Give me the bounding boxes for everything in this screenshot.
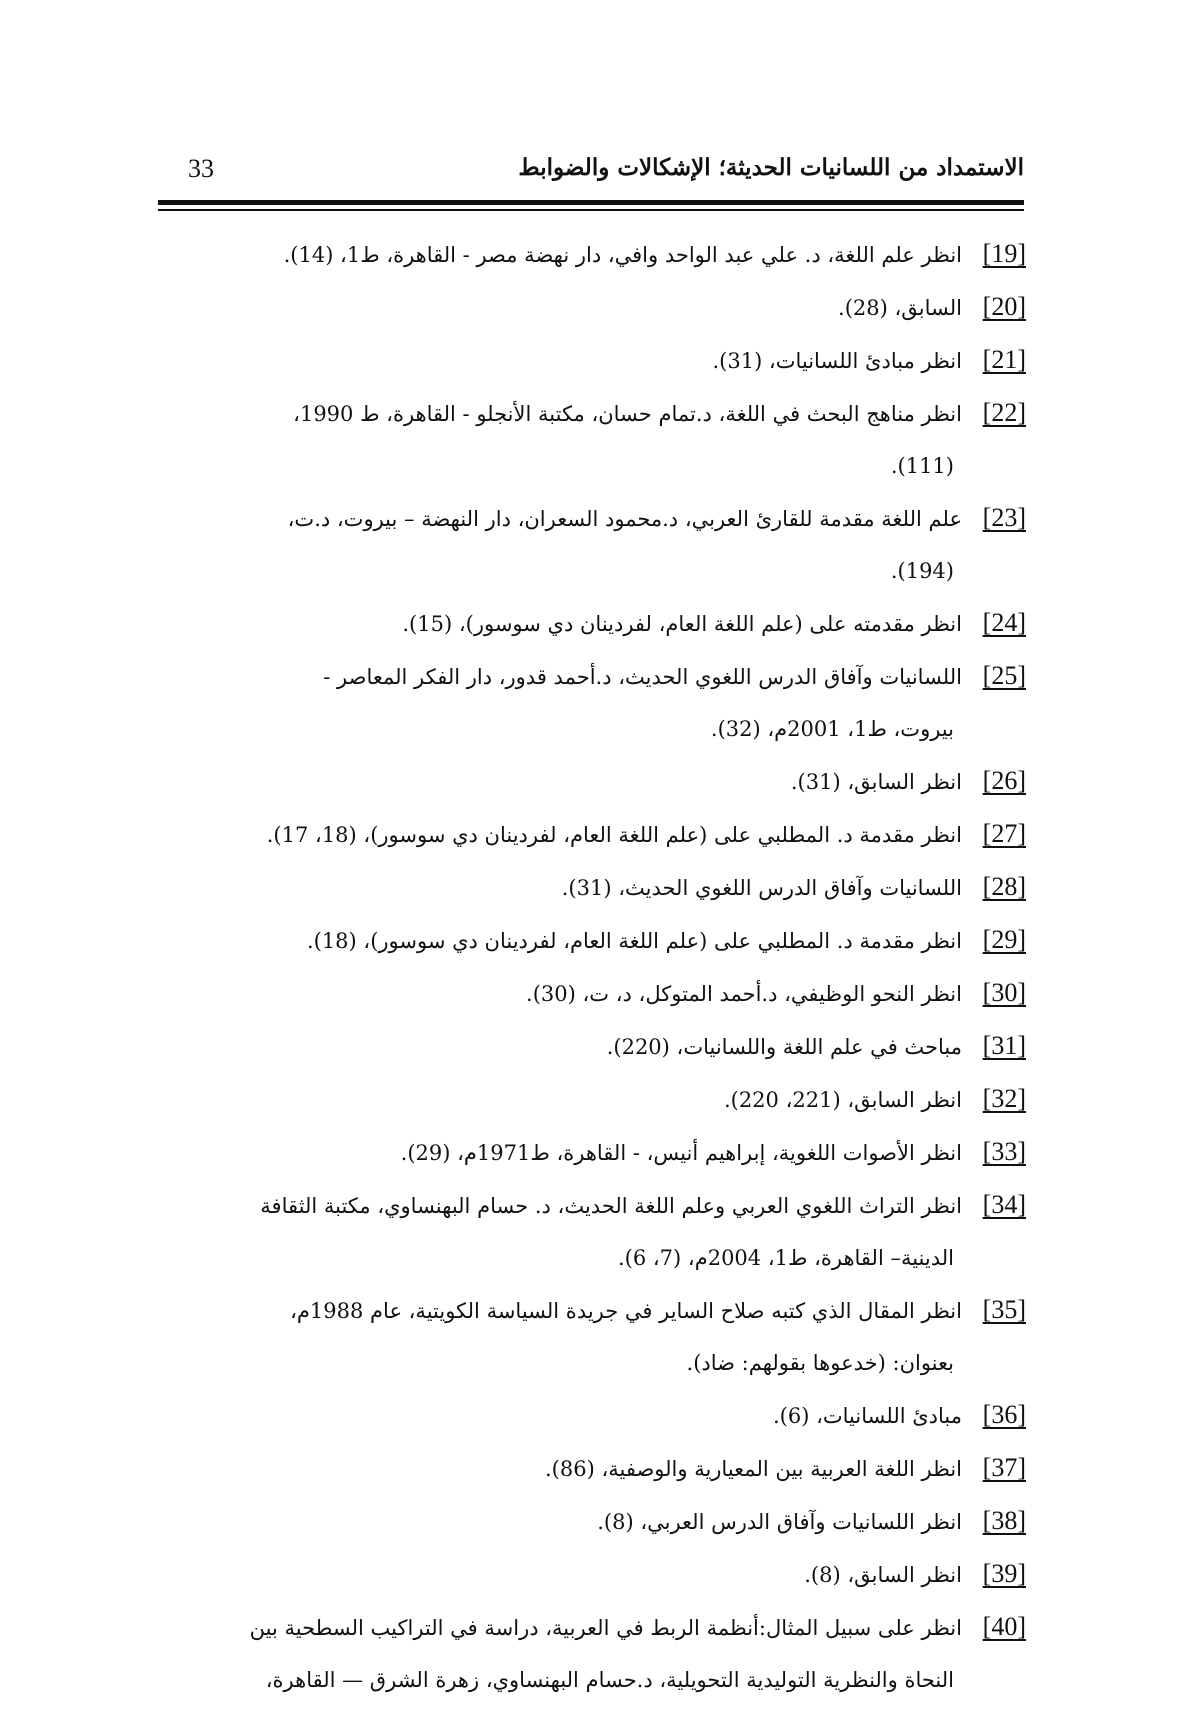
footnote-text: انظر على سبيل المثال:أنظمة الربط في العربية، دراسة في التراكيب السطحية بين — [249, 1616, 962, 1640]
footnote-continuation-line — [150, 1337, 1026, 1389]
footnote-text: النحاة والنظرية التوليدية التحويلية، د.حسام البهنساوي، زهرة الشرق — القاهرة، — [265, 1668, 954, 1692]
footnote-item — [150, 1284, 1026, 1389]
footnote-text: انظر الأصوات اللغوية، إبراهيم أنيس، - القاهرة، ط1971م، (29). — [400, 1141, 962, 1165]
footnote-line — [150, 492, 1026, 545]
footnote-line — [150, 967, 1026, 1020]
footnote-item — [150, 1126, 1026, 1179]
footnote-text: انظر اللسانيات وآفاق الدرس العربي، (8). — [597, 1510, 962, 1534]
footnote-item — [150, 1020, 1026, 1073]
footnote-number-link[interactable]: [30] — [982, 978, 1026, 1007]
footnote-continuation-line — [150, 703, 1026, 755]
footnote-text: انظر السابق، (8). — [804, 1563, 962, 1587]
footnote-text: انظر علم اللغة، د. علي عبد الواحد وافي، دار نهضة مصر - القاهرة، ط1، (14). — [283, 243, 962, 267]
footnote-text: انظر اللغة العربية بين المعيارية والوصفية، (86). — [544, 1457, 962, 1481]
footnote-item — [150, 914, 1026, 967]
footnote-number-link[interactable]: [33] — [982, 1137, 1026, 1166]
footnote-number-link[interactable]: [22] — [982, 398, 1026, 427]
footnote-line — [150, 1548, 1026, 1601]
footnote-number-link[interactable]: [36] — [982, 1400, 1026, 1429]
footnote-line — [150, 387, 1026, 440]
footnote-text: مبادئ اللسانيات، (6). — [772, 1404, 962, 1428]
footnote-text: الدينية– القاهرة، ط1، 2004م، (7، 6). — [617, 1246, 954, 1270]
footnote-line — [150, 281, 1026, 334]
footnote-text: السابق، (28). — [838, 296, 962, 320]
footnote-item — [150, 387, 1026, 492]
footnote-item — [150, 1601, 1026, 1706]
footnote-number-link[interactable]: [21] — [982, 345, 1026, 374]
footnote-number-link[interactable]: [37] — [982, 1453, 1026, 1482]
footnote-number-link[interactable]: [29] — [982, 925, 1026, 954]
footnote-text: مباحث في علم اللغة واللسانيات، (220). — [606, 1035, 962, 1059]
footnote-line — [150, 914, 1026, 967]
footnote-number-link[interactable]: [28] — [982, 872, 1026, 901]
header-rule-thick — [158, 200, 1024, 205]
footnote-item — [150, 1548, 1026, 1601]
footnote-item — [150, 650, 1026, 755]
footnote-item — [150, 228, 1026, 281]
footnote-number-link[interactable]: [35] — [982, 1295, 1026, 1324]
footnote-item — [150, 755, 1026, 808]
footnote-number-link[interactable]: [31] — [982, 1031, 1026, 1060]
footnote-continuation-line — [150, 1654, 1026, 1706]
footnote-text: علم اللغة مقدمة للقارئ العربي، د.محمود السعران، دار النهضة – بيروت، د.ت، — [287, 507, 962, 531]
footnote-text: انظر النحو الوظيفي، د.أحمد المتوكل، د، ت، (30). — [526, 982, 962, 1006]
footnote-number-link[interactable]: [19] — [982, 239, 1026, 268]
footnote-line — [150, 1126, 1026, 1179]
footnote-continuation-line — [150, 545, 1026, 597]
footnote-line — [150, 228, 1026, 281]
footnote-line — [150, 1601, 1026, 1654]
footnote-text: انظر التراث اللغوي العربي وعلم اللغة الحديث، د. حسام البهنساوي، مكتبة الثقافة — [260, 1194, 962, 1218]
footnote-item — [150, 967, 1026, 1020]
footnote-line — [150, 1495, 1026, 1548]
footnote-item — [150, 1495, 1026, 1548]
footnote-number-link[interactable]: [38] — [982, 1506, 1026, 1535]
footnote-line — [150, 1389, 1026, 1442]
footnote-text: اللسانيات وآفاق الدرس اللغوي الحديث، (31). — [561, 876, 962, 900]
footnote-text: بعنوان: (خدعوها بقولهم: ضاد). — [686, 1351, 954, 1375]
footnote-number-link[interactable]: [24] — [982, 608, 1026, 637]
footnote-number-link[interactable]: [27] — [982, 819, 1026, 848]
footnote-line — [150, 597, 1026, 650]
footnote-number-link[interactable]: [20] — [982, 292, 1026, 321]
footnote-line — [150, 861, 1026, 914]
footnote-item — [150, 1179, 1026, 1284]
footnote-line — [150, 1020, 1026, 1073]
footnote-continuation-line — [150, 1232, 1026, 1284]
footnote-line — [150, 650, 1026, 703]
footnote-item — [150, 597, 1026, 650]
footnote-number-link[interactable]: [32] — [982, 1084, 1026, 1113]
footnote-number-link[interactable]: [26] — [982, 766, 1026, 795]
running-title: الاستمداد من اللسانيات الحديثة؛ الإشكالات والضوابط — [518, 154, 1024, 181]
footnote-text: انظر مقدمته على (علم اللغة العام، لفردينان دي سوسور)، (15). — [402, 612, 962, 636]
footnote-line — [150, 1284, 1026, 1337]
footnote-line — [150, 808, 1026, 861]
footnote-text: بيروت، ط1، 2001م، (32). — [710, 717, 954, 741]
footnote-text: انظر المقال الذي كتبه صلاح الساير في جريدة السياسة الكويتية، عام 1988م، — [290, 1299, 962, 1323]
footnote-line — [150, 334, 1026, 387]
footnote-text: انظر مبادئ اللسانيات، (31). — [712, 349, 962, 373]
header-rule-thin — [158, 209, 1024, 211]
footnote-item — [150, 281, 1026, 334]
footnote-text: انظر السابق، (31). — [790, 770, 962, 794]
footnote-text: انظر مقدمة د. المطلبي على (علم اللغة العام، لفردينان دي سوسور)، (18). — [306, 929, 962, 953]
footnote-number-link[interactable]: [39] — [982, 1559, 1026, 1588]
footnote-item — [150, 861, 1026, 914]
footnote-text: (194). — [890, 559, 954, 583]
footnote-number-link[interactable]: [34] — [982, 1190, 1026, 1219]
footnote-text: (111). — [890, 454, 954, 478]
page-number: 33 — [188, 154, 214, 183]
footnote-text: انظر مقدمة د. المطلبي على (علم اللغة العام، لفردينان دي سوسور)، (18، 17). — [266, 823, 962, 847]
footnote-item — [150, 492, 1026, 597]
footnote-item — [150, 1073, 1026, 1126]
footnote-continuation-line — [150, 440, 1026, 492]
footnote-item — [150, 334, 1026, 387]
footnote-text: انظر مناهج البحث في اللغة، د.تمام حسان، مكتبة الأنجلو - القاهرة، ط 1990، — [293, 402, 962, 426]
running-header — [158, 150, 1024, 194]
footnote-number-link[interactable]: [40] — [982, 1612, 1026, 1641]
footnote-number-link[interactable]: [25] — [982, 661, 1026, 690]
footnote-item — [150, 808, 1026, 861]
endnotes-list — [150, 228, 1026, 1706]
footnote-line — [150, 1179, 1026, 1232]
footnote-number-link[interactable]: [23] — [982, 503, 1026, 532]
footnote-line — [150, 1073, 1026, 1126]
footnote-item — [150, 1389, 1026, 1442]
footnote-text: اللسانيات وآفاق الدرس اللغوي الحديث، د.أحمد قدور، دار الفكر المعاصر - — [323, 665, 962, 689]
footnote-item — [150, 1442, 1026, 1495]
footnote-text: انظر السابق، (221، 220). — [723, 1088, 962, 1112]
footnote-line — [150, 1442, 1026, 1495]
footnote-line — [150, 755, 1026, 808]
